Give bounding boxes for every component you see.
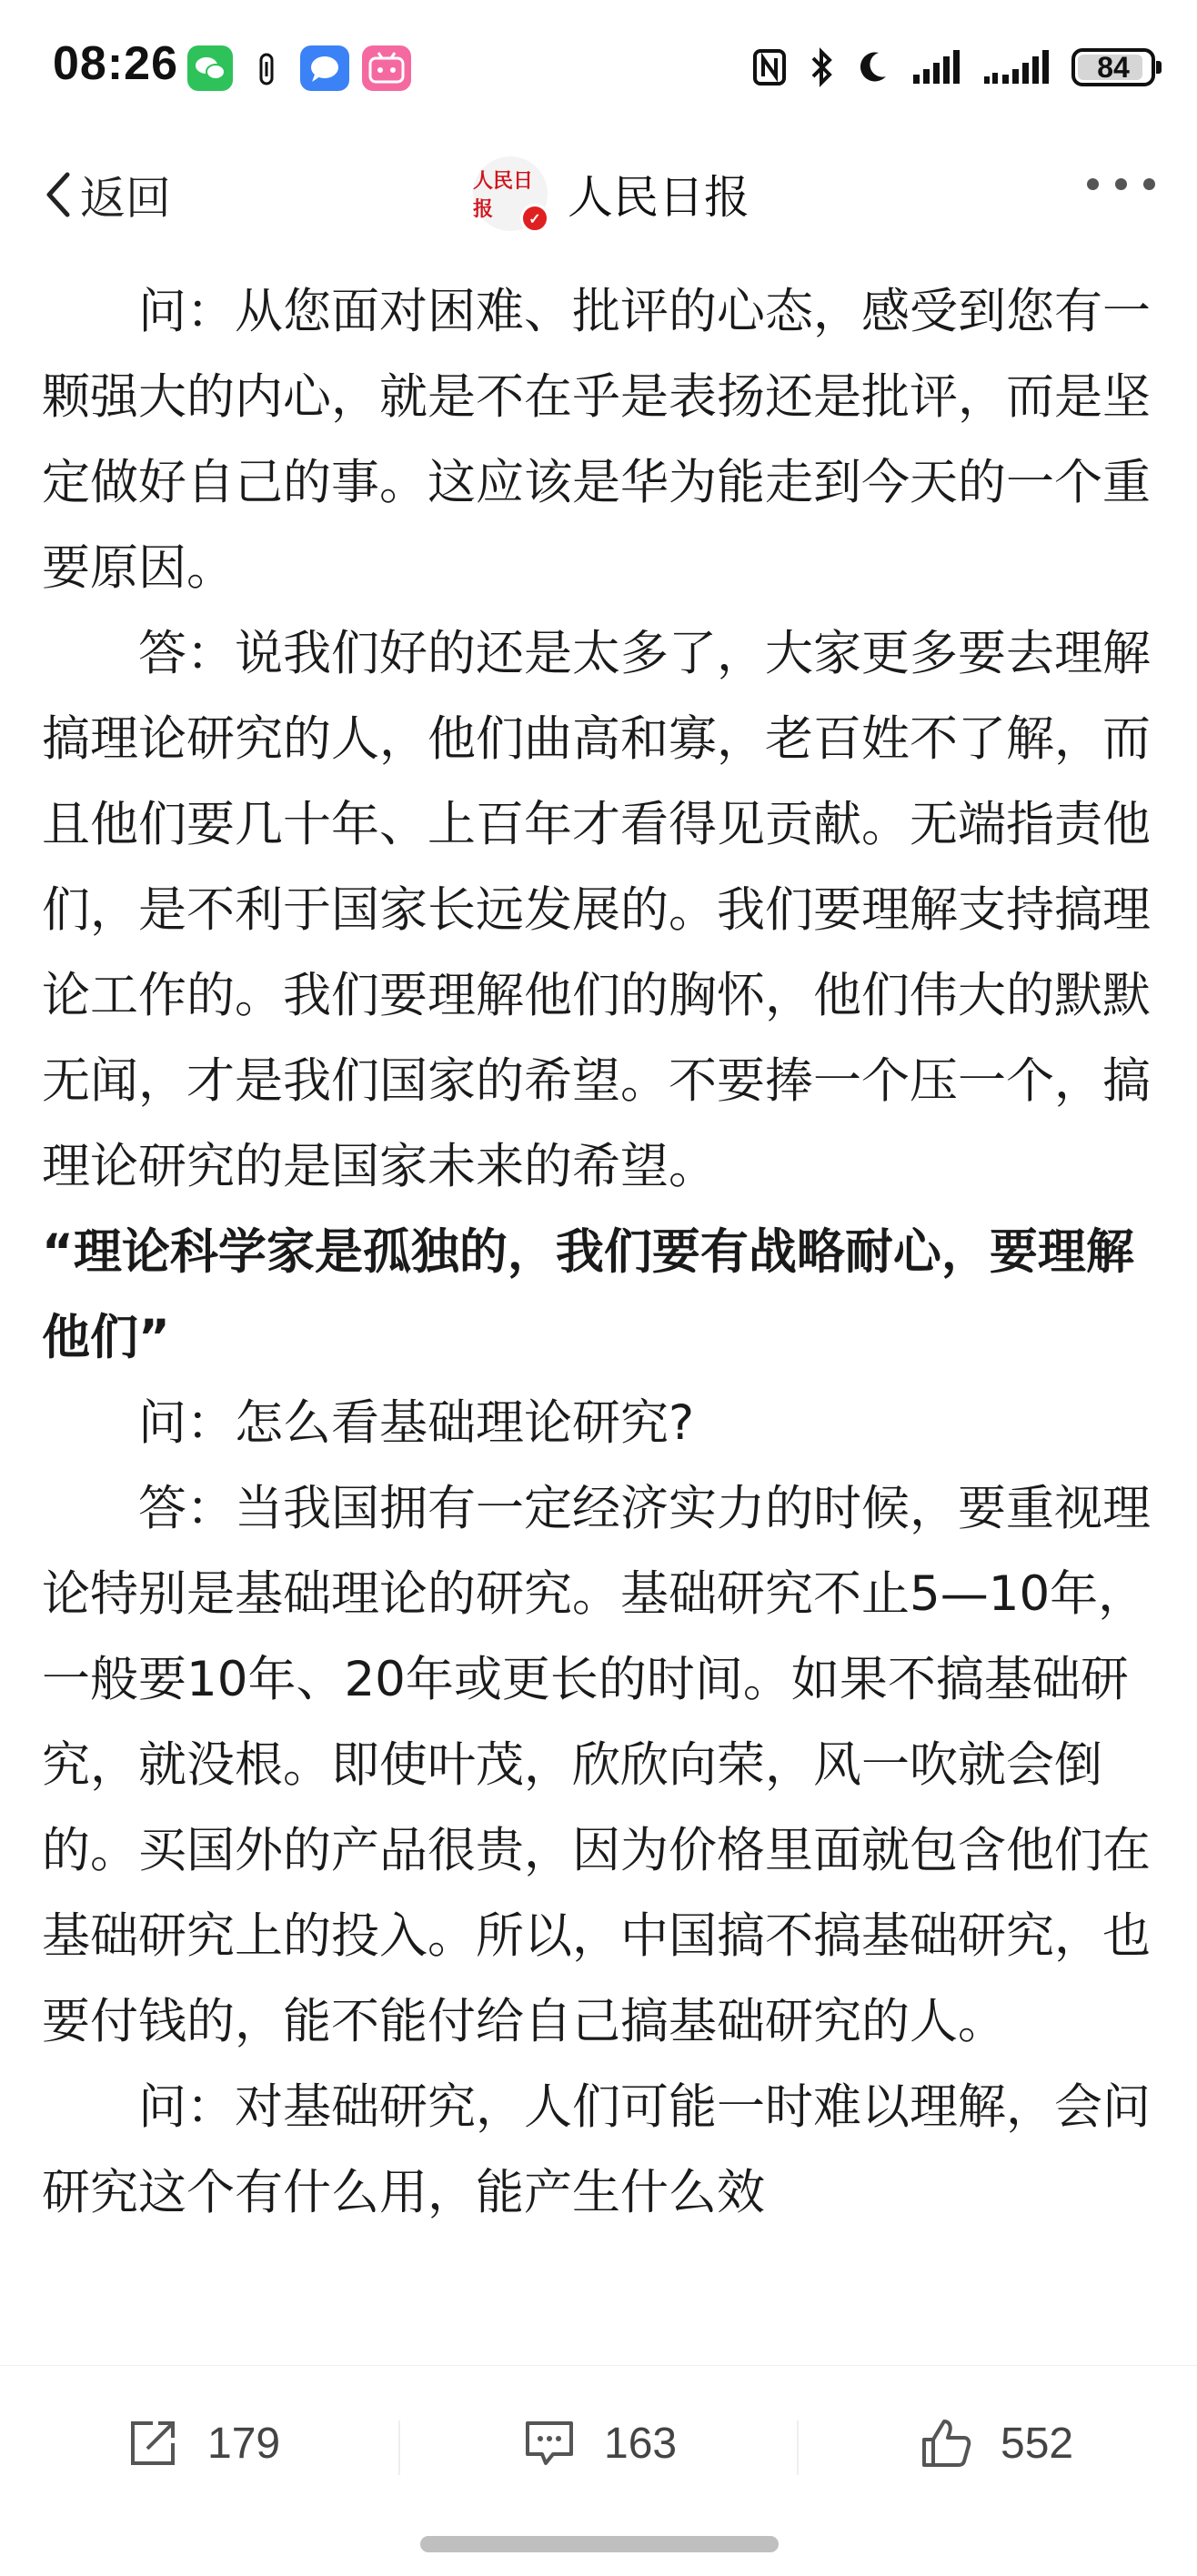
more-dot-icon (1143, 178, 1155, 190)
thumbs-up-icon (919, 2416, 973, 2470)
bottom-action-bar (0, 2365, 1197, 2521)
back-button[interactable] (42, 162, 171, 227)
article-paragraph: 问：怎么看基础理论研究? (138, 1395, 695, 1451)
forward-button[interactable] (126, 2366, 280, 2521)
like-count: 552 (1001, 2419, 1074, 2468)
verified-badge-icon: ✓ (520, 204, 549, 233)
article-body (42, 269, 1161, 2236)
battery-indicator (1071, 48, 1155, 86)
account-avatar[interactable] (473, 156, 548, 231)
top-nav-bar (0, 146, 1197, 244)
divider (398, 2420, 400, 2475)
signal-strength-icon (911, 47, 962, 87)
more-options-button[interactable] (1087, 178, 1155, 190)
comment-count: 163 (604, 2419, 678, 2468)
article-paragraph: 问：对基础研究，人们可能一时难以理解，会问研究这个有什么用，能产生什么效 (42, 2079, 1151, 2220)
bilibili-notification-icon (362, 45, 411, 91)
nfc-icon (751, 47, 788, 87)
comment-icon (522, 2416, 577, 2470)
divider (797, 2420, 799, 2475)
article-paragraph: 答：当我国拥有一定经济实力的时候，要重视理论特别是基础理论的研究。基础研究不止5—10年，一般要10年、20年或更长的时间。如果不搞基础研究，就没根。即使叶茂，欣欣向荣，风一吹就会倒的。买国外的产品很贵，因为价格里面就包含他们在基础研究上的投入。所以，中国搞不搞基础研究，也要付钱的，能不能付给自己搞基础研究的人。 (42, 1481, 1151, 2049)
system-status-icons (751, 40, 1155, 95)
like-button[interactable] (919, 2366, 1073, 2521)
home-indicator[interactable] (420, 2536, 779, 2552)
more-dot-icon (1087, 178, 1099, 190)
wechat-notification-icon (187, 45, 233, 91)
account-header[interactable] (473, 156, 749, 231)
article-paragraph: 答：说我们好的还是太多了，大家更多要去理解搞理论研究的人，他们曲高和寡，老百姓不了解，而且他们要几十年、上百年才看得见贡献。无端指责他们，是不利于国家长远发展的。我们要理解支持搞理论工作的。我们要理解他们的胸怀，他们伟大的默默无闻，才是我们国家的希望。不要捧一个压一个，搞理论研究的是国家未来的希望。 (42, 626, 1151, 1194)
bluetooth-icon (808, 47, 835, 87)
back-button-label: 返回 (80, 172, 171, 225)
signal-strength-2-icon (982, 47, 1051, 87)
article-section-heading: “理论科学家是孤独的，我们要有战略耐心，要理解他们” (42, 1224, 1134, 1365)
data-transfer-icon (256, 51, 277, 87)
do-not-disturb-moon-icon (855, 47, 891, 87)
message-notification-icon (300, 45, 349, 91)
status-time: 08:26 (53, 37, 178, 90)
forward-count: 179 (207, 2419, 281, 2468)
share-forward-icon (126, 2416, 180, 2470)
account-name[interactable]: 人民日报 (568, 171, 749, 224)
account-logo-text: 人民日报 (473, 169, 534, 221)
comment-button[interactable] (522, 2366, 677, 2521)
battery-level: 84 (1097, 50, 1130, 84)
chevron-left-icon (42, 167, 73, 222)
article-paragraph: 问：从您面对困难、批评的心态，感受到您有一颗强大的内心，就是不在乎是表扬还是批评，而是坚定做好自己的事。这应该是华为能走到今天的一个重要原因。 (42, 284, 1151, 596)
status-bar (0, 0, 1197, 136)
more-dot-icon (1115, 178, 1127, 190)
